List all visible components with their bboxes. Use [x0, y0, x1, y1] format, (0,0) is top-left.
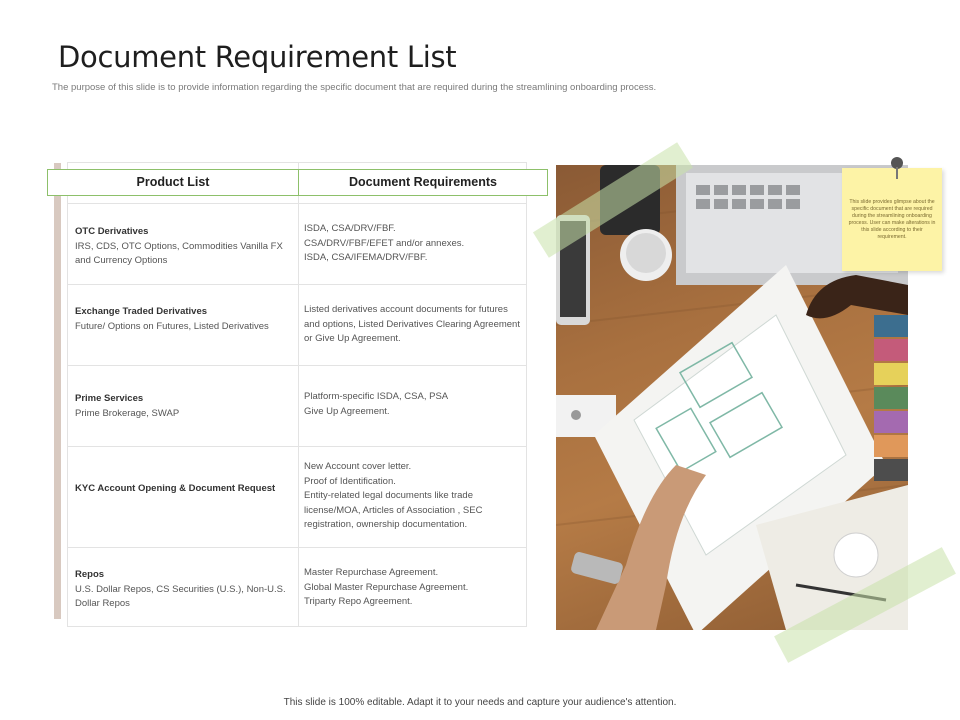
requirement-line: Triparty Repo Agreement. [304, 596, 413, 607]
accent-bar [54, 163, 61, 619]
product-title: KYC Account Opening & Document Request [75, 483, 276, 494]
requirement-line: CSA/DRV/FBF/EFET and/or annexes. [304, 237, 465, 249]
slide-subtitle: The purpose of this slide is to provide information regarding the specific document that are required during the streamlining onboarding process. [52, 82, 657, 93]
table-row [68, 446, 526, 547]
requirements-cell [304, 460, 520, 533]
requirement-line: Platform-specific ISDA, CSA, PSA [304, 391, 449, 402]
header-document-requirements: Document Requirements [349, 175, 497, 189]
product-cell [75, 568, 293, 612]
requirement-line: Global Master Repurchase Agreement. [304, 581, 469, 593]
requirements-table [67, 162, 527, 627]
product-cell [75, 305, 293, 334]
header-product-list: Product List [136, 175, 210, 189]
requirement-line: New Account cover letter. [304, 461, 412, 472]
requirement-line: Master Repurchase Agreement. [304, 567, 439, 578]
requirements-cell [304, 222, 520, 266]
slide-title: Document Requirement List [58, 40, 457, 74]
requirement-line: Give Up Agreement. [304, 405, 390, 417]
product-cell [75, 392, 293, 421]
sticky-note-text: This slide provides glimpse about the specific document that are required during the streamlining onboarding process. User can make alterations in this slide according to their requirement. [848, 199, 936, 240]
sticky-note [842, 168, 942, 271]
table-row [68, 203, 526, 284]
requirements-cell [304, 390, 520, 419]
product-description: Future/ Options on Futures, Listed Derivatives [75, 320, 269, 332]
product-title: Exchange Traded Derivatives [75, 306, 208, 317]
product-description: Prime Brokerage, SWAP [75, 407, 180, 419]
slide-footer: This slide is 100% editable. Adapt it to your needs and capture your audience's attention. [283, 697, 677, 708]
requirement-line: ISDA, CSA/DRV/FBF. [304, 223, 396, 234]
table-row [68, 284, 526, 365]
requirement-line: Entity-related legal documents like trade license/MOA, Articles of Association , SEC registration, ownership documentation. [304, 490, 483, 530]
product-description: U.S. Dollar Repos, CS Securities (U.S.), Non-U.S. Dollar Repos [75, 583, 286, 609]
product-description: IRS, CDS, OTC Options, Commodities Vanilla FX and Currency Options [75, 240, 283, 266]
product-title: Prime Services [75, 393, 144, 404]
product-cell [75, 225, 293, 269]
product-title: Repos [75, 569, 105, 580]
table-row [68, 365, 526, 446]
product-title: OTC Derivatives [75, 226, 149, 237]
requirements-cell [304, 566, 520, 610]
table-row [68, 547, 526, 628]
product-cell [75, 482, 293, 497]
pushpin-icon [889, 157, 905, 179]
requirement-line: Listed derivatives account documents for futures and options, Listed Derivatives Clearing Agreement or Give Up Agreement. [304, 304, 520, 344]
table-header [47, 169, 548, 196]
requirements-cell [304, 303, 520, 347]
requirement-line: Proof of Identification. [304, 475, 396, 487]
requirement-line: ISDA, CSA/IFEMA/DRV/FBF. [304, 252, 428, 263]
